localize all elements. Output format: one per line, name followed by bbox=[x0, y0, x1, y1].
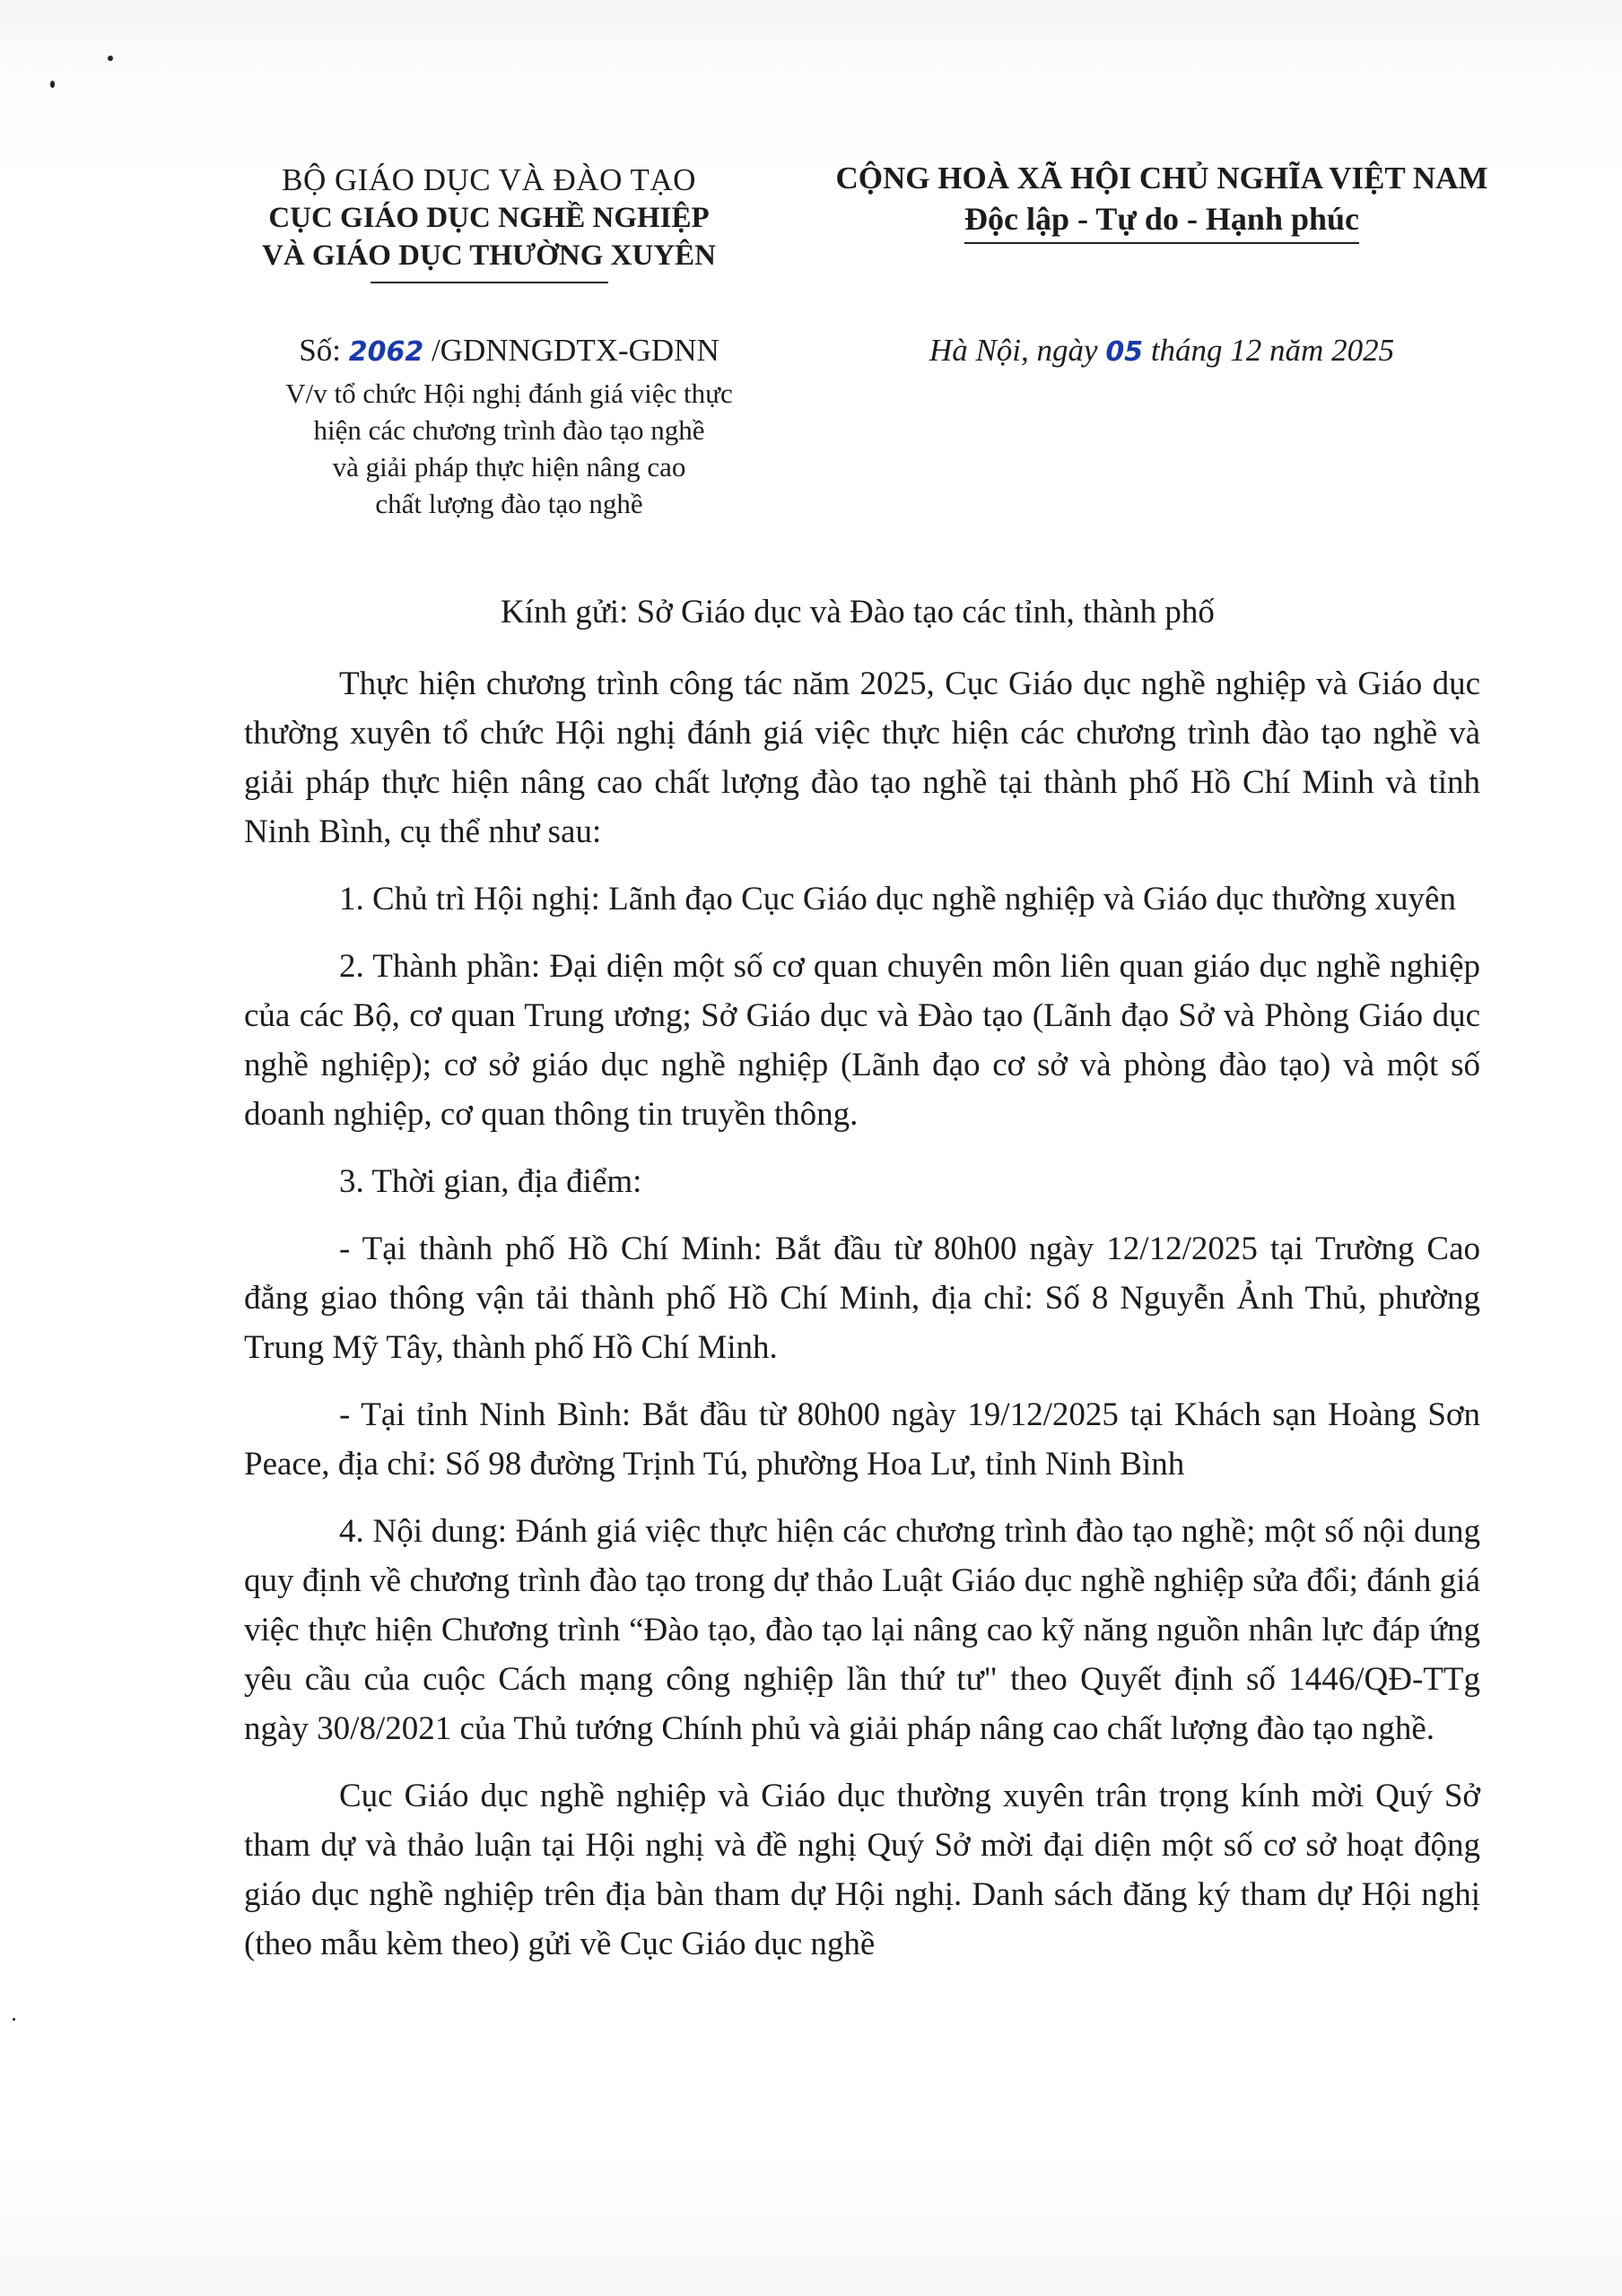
scan-speck bbox=[13, 2018, 15, 2021]
body-paragraph: 3. Thời gian, địa điểm: bbox=[339, 1163, 642, 1200]
body-paragraph: 1. Chủ trì Hội nghị: Lãnh đạo Cục Giáo dục nghề nghiệp và Giáo dục thường xuyên bbox=[339, 881, 1456, 918]
body-paragraph: 2. Thành phần: Đại diện một số cơ quan chuyên môn liên quan giáo dục nghề nghiệp của các Bộ, cơ quan Trung ương; Sở Giáo dục và Đào tạo (Lãnh đạo Sở và Phòng Giáo dục nghề nghiệp); cơ sở giáo dục nghề nghiệp (Lãnh đạo cơ sở và phòng đào tạo) và một số doanh nghiệp, cơ quan thông tin truyền thông. bbox=[244, 948, 1480, 1133]
issuing-authority bbox=[229, 161, 749, 283]
scan-speck bbox=[50, 81, 55, 88]
subject-line: và giải pháp thực hiện nâng cao bbox=[332, 451, 686, 483]
nation-name: CỘNG HOÀ XÃ HỘI CHỦ NGHĨA VIỆT NAM bbox=[835, 161, 1488, 196]
place-and-date bbox=[812, 332, 1512, 371]
subject-line: hiện các chương trình đào tạo nghề bbox=[313, 414, 705, 446]
body-paragraph: Cục Giáo dục nghề nghiệp và Giáo dục thường xuyên trân trọng kính mời Quý Sở tham dự và thảo luận tại Hội nghị và đề nghị Quý Sở mời đại diện một số cơ sở hoạt động giáo dục nghề nghiệp trên địa bàn tham dự Hội nghị. Danh sách đăng ký tham dự Hội nghị (theo mẫu kèm theo) gửi về Cục Giáo dục nghề bbox=[244, 1778, 1480, 1962]
handwritten-document-number: 2062 bbox=[348, 336, 424, 368]
national-heading bbox=[812, 160, 1512, 244]
subject-line: V/v tổ chức Hội nghị đánh giá việc thực bbox=[285, 378, 733, 409]
national-motto: Độc lập - Tự do - Hạnh phúc bbox=[964, 197, 1359, 244]
handwritten-day: 05 bbox=[1105, 336, 1144, 368]
document-number bbox=[229, 332, 789, 371]
scan-speck bbox=[108, 56, 113, 61]
ministry-name: BỘ GIÁO DỤC VÀ ĐÀO TẠO bbox=[282, 162, 696, 197]
document-subject bbox=[229, 375, 789, 522]
body-paragraph: Thực hiện chương trình công tác năm 2025, Cục Giáo dục nghề nghiệp và Giáo dục thường xuyên tổ chức Hội nghị đánh giá việc thực hiện các chương trình đào tạo nghề và giải pháp thực hiện nâng cao chất lượng đào tạo nghề tại thành phố Hồ Chí Minh và tỉnh Ninh Bình, cụ thể như sau: bbox=[244, 665, 1480, 850]
body-paragraph: - Tại tỉnh Ninh Bình: Bắt đầu từ 80h00 ngày 19/12/2025 tại Khách sạn Hoàng Sơn Peace, địa chỉ: Số 98 đường Trịnh Tú, phường Hoa Lư, tỉnh Ninh Bình bbox=[244, 1396, 1480, 1483]
document-number-suffix: /GDNNGDTX-GDNN bbox=[423, 333, 719, 368]
department-name-line2: VÀ GIÁO DỤC THƯỜNG XUYÊN bbox=[261, 239, 717, 272]
document-number-prefix: Số: bbox=[299, 333, 349, 368]
letter-body bbox=[244, 659, 1480, 1987]
authority-underline bbox=[371, 282, 608, 283]
date-suffix: tháng 12 năm 2025 bbox=[1143, 333, 1395, 368]
body-paragraph: 4. Nội dung: Đánh giá việc thực hiện các chương trình đào tạo nghề; một số nội dung quy định về chương trình đào tạo trong dự thảo Luật Giáo dục nghề nghiệp sửa đổi; đánh giá việc thực hiện Chương trình “Đào tạo, đào tạo lại nâng cao kỹ năng nguồn nhân lực đáp ứng yêu cầu của cuộc Cách mạng công nghiệp lần thứ tư" theo Quyết định số 1446/QĐ-TTg ngày 30/8/2021 của Thủ tướng Chính phủ và giải pháp nâng cao chất lượng đào tạo nghề. bbox=[244, 1513, 1480, 1747]
department-name-line1: CỤC GIÁO DỤC NGHỀ NGHIỆP bbox=[268, 202, 710, 234]
body-paragraph: - Tại thành phố Hồ Chí Minh: Bắt đầu từ 80h00 ngày 12/12/2025 tại Trường Cao đẳng giao thông vận tải thành phố Hồ Chí Minh, địa chỉ: Số 8 Nguyễn Ảnh Thủ, phường Trung Mỹ Tây, thành phố Hồ Chí Minh. bbox=[244, 1231, 1480, 1366]
subject-line: chất lượng đào tạo nghề bbox=[375, 488, 643, 519]
recipient-line: Kính gửi: Sở Giáo dục và Đào tạo các tỉnh, thành phố bbox=[501, 594, 1215, 631]
date-prefix: Hà Nội, ngày bbox=[929, 333, 1106, 368]
